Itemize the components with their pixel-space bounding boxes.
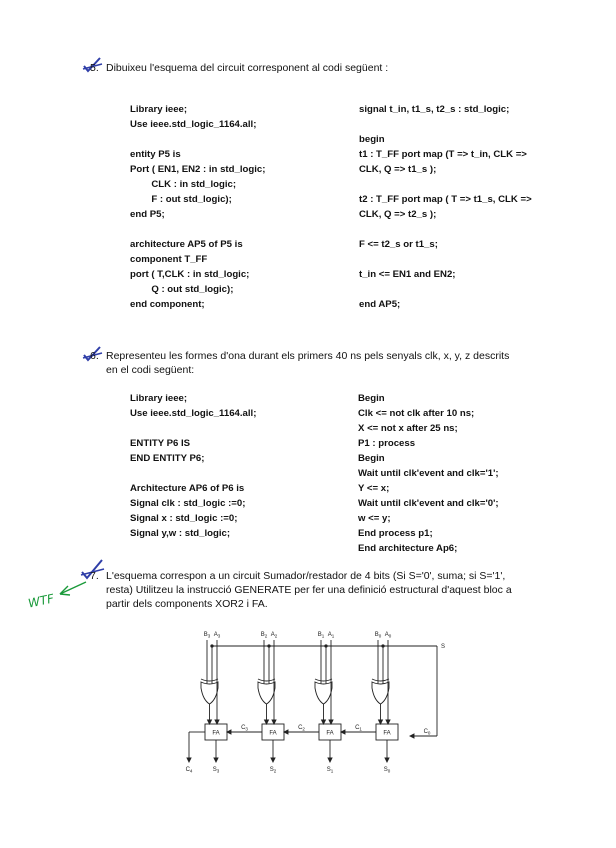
- q6-code-left: [130, 391, 256, 541]
- arrow-head: [187, 758, 191, 762]
- arrow-head: [208, 720, 212, 724]
- arrow-head: [265, 720, 269, 724]
- code-line: [359, 282, 532, 297]
- q6-number: 6.: [90, 350, 99, 362]
- code-line: component T_FF: [130, 254, 208, 265]
- carry-label: $C_1$: [355, 725, 362, 732]
- code-line: [359, 117, 532, 132]
- code-line: End process p1;: [358, 528, 433, 539]
- s-input-label: S: [440, 644, 446, 650]
- q7-number: 7.: [90, 570, 99, 582]
- sum-output-label: $S_0$: [383, 767, 391, 774]
- arrow-head: [328, 758, 332, 762]
- arrow-head: [227, 730, 231, 734]
- code-line: [130, 222, 265, 237]
- q5-text: Dibuixeu l'esquema del circuit corresponent al codi següent :: [106, 62, 389, 74]
- full-adder-label: FA: [326, 730, 334, 737]
- code-line: [130, 132, 265, 147]
- code-line: Wait until clk'event and clk='1';: [358, 468, 499, 479]
- code-line: t_in <= EN1 and EN2;: [359, 269, 456, 280]
- code-line: w <= y;: [358, 513, 391, 524]
- code-line: END ENTITY P6;: [130, 453, 205, 464]
- b-input-label: $B_3$: [203, 632, 211, 639]
- carry-label: $C_3$: [241, 725, 248, 732]
- full-adder-label: FA: [383, 730, 391, 737]
- xor-gate-arc: [201, 679, 218, 681]
- code-line: end component;: [130, 299, 205, 310]
- sum-output-label: $S_2$: [269, 767, 277, 774]
- xor-gate-arc: [372, 679, 389, 681]
- code-line: F <= t2_s or t1_s;: [359, 239, 438, 250]
- code-line: [130, 466, 256, 481]
- code-line: t2 : T_FF port map ( T => t1_s, CLK =>: [359, 194, 532, 205]
- sum-output-label: $S_3$: [212, 767, 220, 774]
- b-input-label: $B_0$: [374, 632, 382, 639]
- code-line: ENTITY P6 IS: [130, 438, 191, 449]
- code-line: P1 : process: [358, 438, 416, 449]
- code-line: [359, 222, 532, 237]
- code-line: Port ( EN1, EN2 : in std_logic;: [130, 164, 266, 175]
- arrow-icon: [58, 578, 90, 600]
- arrow-head: [379, 720, 383, 724]
- code-line: Y <= x;: [358, 483, 390, 494]
- code-line: begin: [359, 134, 385, 145]
- code-line: [359, 177, 532, 192]
- q6-text-line1: Representeu les formes d'ona durant els primers 40 ns pels senyals clk, x, y, z descrits: [106, 350, 510, 362]
- b-input-label: $B_1$: [317, 632, 325, 639]
- q6-code-right: [358, 391, 499, 556]
- code-line: CLK, Q => t1_s );: [359, 164, 437, 175]
- code-line: signal t_in, t1_s, t2_s : std_logic;: [359, 104, 510, 115]
- code-line: port ( T,CLK : in std_logic;: [130, 269, 250, 280]
- b-input-label: $B_2$: [260, 632, 268, 639]
- q6-text-line2: en el codi següent:: [106, 364, 195, 376]
- code-line: Use ieee.std_logic_1164.all;: [130, 408, 257, 419]
- arrow-head: [341, 730, 345, 734]
- code-line: Use ieee.std_logic_1164.all;: [130, 119, 257, 130]
- c4-label: $C_4$: [185, 767, 193, 774]
- carry-label: $C_2$: [298, 725, 305, 732]
- xor-gate-arc: [258, 679, 275, 681]
- xor-gate-arc: [315, 679, 332, 681]
- code-line: Signal y,w : std_logic;: [130, 528, 231, 539]
- xor-gate: [315, 682, 332, 704]
- arrow-head: [385, 758, 389, 762]
- code-line: t1 : T_FF port map (T => t_in, CLK =>: [359, 149, 527, 160]
- q7-text-line1: L'esquema correspon a un circuit Sumador/restador de 4 bits (Si S='0', suma; si S='1',: [106, 570, 506, 582]
- arrow-head: [329, 720, 333, 724]
- q5-code-left: [130, 102, 265, 312]
- handwritten-annotation: WTF: [26, 591, 56, 611]
- code-line: Signal clk : std_logic :=0;: [130, 498, 246, 509]
- code-line: CLK : in std_logic;: [130, 179, 237, 190]
- q7-text-line3: partir dels components XOR2 i FA.: [106, 598, 268, 610]
- sum-output-label: $S_1$: [326, 767, 334, 774]
- a-input-label: $A_3$: [213, 632, 221, 639]
- full-adder-label: FA: [269, 730, 277, 737]
- code-line: [130, 421, 256, 436]
- code-line: Signal x : std_logic :=0;: [130, 513, 238, 524]
- arrow-head: [410, 734, 414, 738]
- code-line: F : out std_logic);: [130, 194, 232, 205]
- code-line: End architecture Ap6;: [358, 543, 458, 554]
- arrow-head: [322, 720, 326, 724]
- q7-text-line2: resta) Utilitzeu la instrucció GENERATE per fer una definició estructural d'aquest bloc a: [106, 584, 512, 596]
- arrow-head: [284, 730, 288, 734]
- code-line: Begin: [358, 393, 385, 404]
- code-line: CLK, Q => t2_s );: [359, 209, 437, 220]
- code-line: end AP5;: [359, 299, 401, 310]
- code-line: Library ieee;: [130, 104, 188, 115]
- code-line: Clk <= not clk after 10 ns;: [358, 408, 475, 419]
- xor-gate: [372, 682, 389, 704]
- code-line: Begin: [358, 453, 385, 464]
- a-input-label: $A_1$: [327, 632, 335, 639]
- code-line: X <= not x after 25 ns;: [358, 423, 458, 434]
- code-line: Library ieee;: [130, 393, 188, 404]
- full-adder-label: FA: [212, 730, 220, 737]
- arrow-head: [271, 758, 275, 762]
- a-input-label: $A_0$: [384, 632, 392, 639]
- a-input-label: $A_2$: [270, 632, 278, 639]
- code-line: Q : out std_logic);: [130, 284, 234, 295]
- adder-subtractor-circuit: [175, 628, 460, 778]
- arrow-head: [272, 720, 276, 724]
- xor-gate: [258, 682, 275, 704]
- code-line: Architecture AP6 of P6 is: [130, 483, 245, 494]
- arrow-head: [215, 720, 219, 724]
- xor-gate: [201, 682, 218, 704]
- c0-label: $C_0$: [423, 729, 431, 736]
- code-line: architecture AP5 of P5 is: [130, 239, 243, 250]
- q5-code-right: [359, 102, 532, 312]
- arrow-head: [386, 720, 390, 724]
- code-line: entity P5 is: [130, 149, 181, 160]
- arrow-head: [214, 758, 218, 762]
- q5-number: 5.: [90, 62, 99, 74]
- code-line: end P5;: [130, 209, 165, 220]
- code-line: Wait until clk'event and clk='0';: [358, 498, 499, 509]
- code-line: [359, 252, 532, 267]
